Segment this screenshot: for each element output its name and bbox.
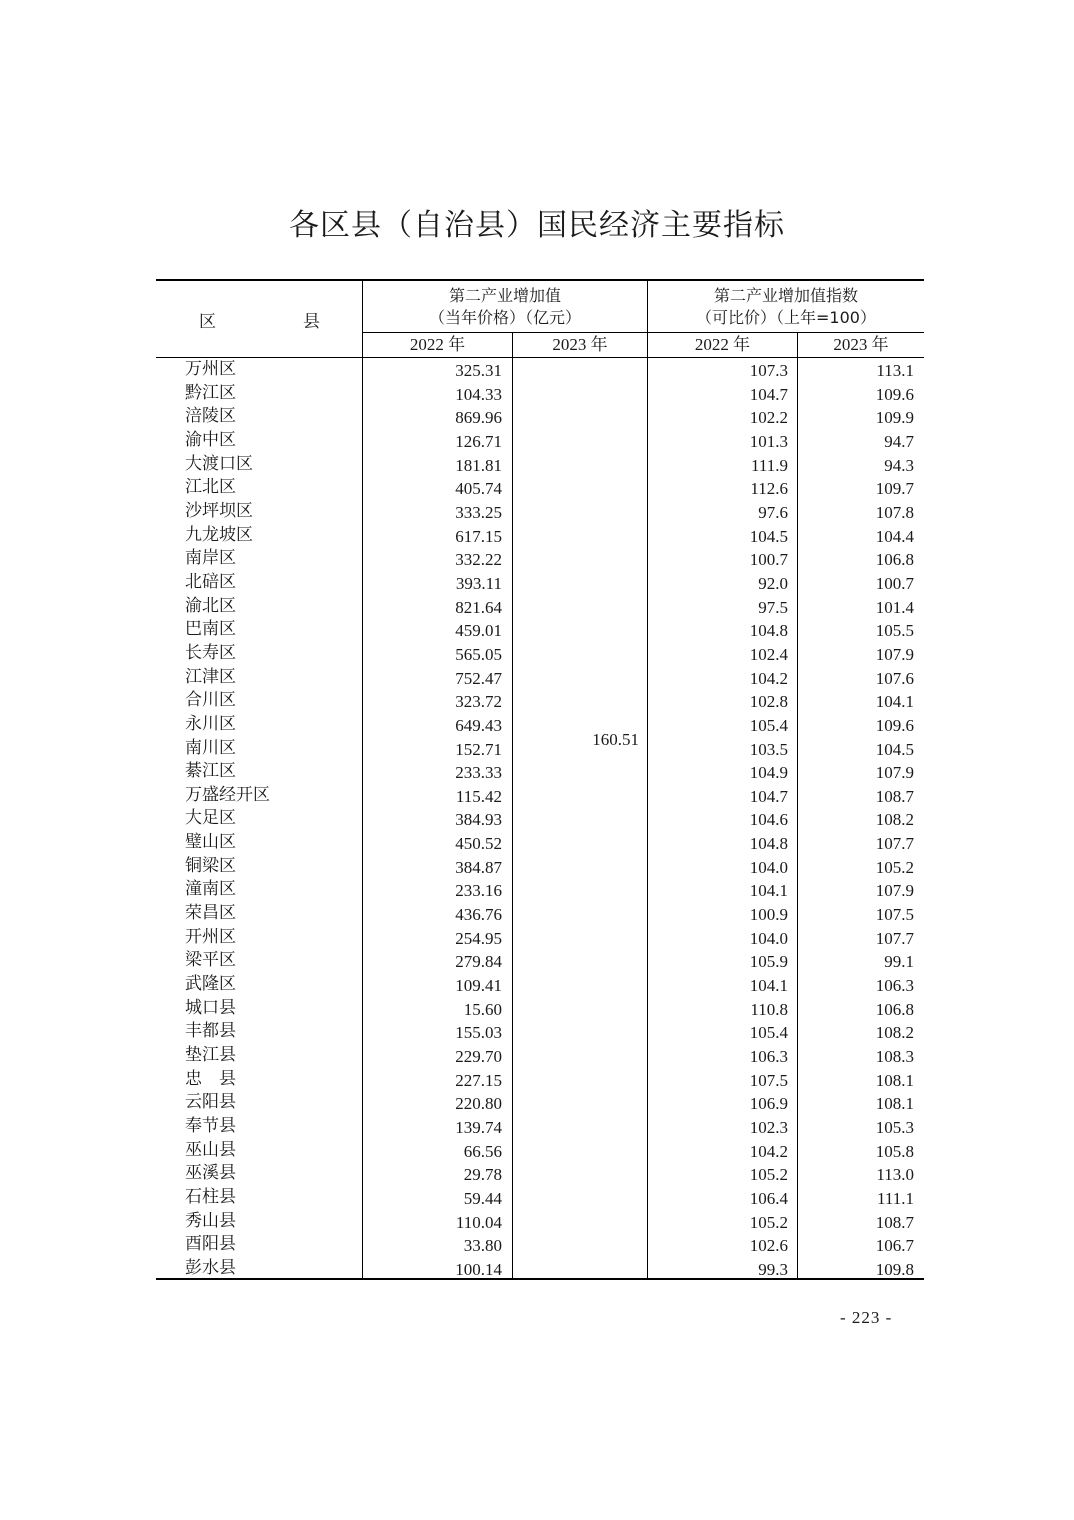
table-row (156, 1162, 924, 1186)
value-2022-cell: 393.11 (455, 573, 502, 593)
index-2023-cell: 107.9 (875, 763, 914, 783)
index-2023-cell: 109.9 (875, 408, 914, 428)
value-2022-cell: 110.04 (455, 1212, 502, 1232)
value-2022-cell: 332.22 (455, 550, 502, 570)
index-2023-cell: 106.8 (875, 550, 914, 570)
district-name-cell: 忠 县 (185, 1068, 236, 1089)
index-2023-cell: 111.1 (877, 1188, 914, 1208)
value-2022-cell: 323.72 (455, 692, 502, 712)
group-header-value-added (363, 285, 647, 329)
index-2022-cell: 105.2 (749, 1212, 788, 1232)
value-2022-cell: 233.16 (455, 881, 502, 901)
merged-2023-value-cell: 160.51 (592, 730, 639, 749)
index-2022-cell: 106.3 (749, 1047, 788, 1067)
value-2022-cell: 155.03 (455, 1023, 502, 1043)
district-header-qu: 区 (199, 312, 216, 332)
index-2023-cell: 108.7 (875, 1212, 914, 1232)
value-2022-cell: 325.31 (455, 361, 502, 380)
index-2022-cell: 100.9 (749, 905, 788, 925)
indicator-table (156, 279, 924, 1280)
table-row (156, 666, 924, 690)
value-2022-cell: 29.78 (463, 1165, 502, 1185)
index-2022-cell: 106.9 (749, 1094, 788, 1114)
year-header: 2022 年 (409, 335, 466, 354)
district-name-cell: 万盛经开区 (185, 784, 270, 805)
table-row (156, 1210, 924, 1234)
index-2023-cell: 108.2 (875, 1023, 914, 1043)
index-2023-cell: 107.9 (875, 644, 914, 664)
index-2023-cell: 106.8 (875, 999, 914, 1019)
index-2022-cell: 104.0 (749, 928, 788, 948)
district-name-cell: 开州区 (185, 926, 236, 947)
table-row (156, 618, 924, 642)
index-2023-cell: 108.3 (875, 1047, 914, 1067)
district-name-cell: 江津区 (185, 666, 236, 687)
index-2023-cell: 107.7 (875, 928, 914, 948)
table-row (156, 405, 924, 429)
district-name-cell: 南川区 (185, 737, 236, 758)
table-row (156, 949, 924, 973)
index-2023-cell: 109.6 (875, 384, 914, 404)
index-2022-cell: 104.1 (749, 881, 788, 901)
page-title: 各区县（自治县）国民经济主要指标 (289, 208, 785, 243)
index-2022-cell: 105.4 (749, 715, 788, 735)
district-name-cell: 北碚区 (185, 571, 236, 592)
table-row (156, 1020, 924, 1044)
value-2022-cell: 436.76 (455, 905, 502, 925)
value-2022-cell: 152.71 (455, 739, 502, 759)
index-2022-cell: 101.3 (749, 431, 788, 451)
table-body (156, 358, 924, 1278)
value-2022-cell: 254.95 (455, 928, 502, 948)
index-2022-cell: 100.7 (749, 550, 788, 570)
value-2022-cell: 229.70 (455, 1047, 502, 1067)
table-row (156, 642, 924, 666)
index-2022-cell: 104.6 (749, 810, 788, 830)
district-name-cell: 彭水县 (185, 1257, 236, 1278)
district-name-cell: 江北区 (185, 477, 236, 498)
group-header-unit: （当年价格）（亿元） (428, 308, 581, 327)
district-name-cell: 城口县 (185, 997, 236, 1018)
district-name-cell: 綦江区 (185, 761, 236, 782)
index-2022-cell: 102.4 (749, 644, 788, 664)
table-row (156, 476, 924, 500)
page-number: - 223 - (840, 1308, 893, 1327)
table-row (156, 429, 924, 453)
index-2023-cell: 105.2 (875, 857, 914, 877)
district-name-cell: 九龙坡区 (185, 524, 253, 545)
district-name-cell: 璧山区 (185, 832, 236, 853)
district-name-cell: 奉节县 (185, 1116, 236, 1136)
table-row (156, 926, 924, 950)
index-2022-cell: 97.5 (758, 597, 788, 617)
index-2023-cell: 107.5 (875, 905, 914, 925)
value-2022-cell: 109.41 (455, 976, 502, 996)
index-2022-cell: 102.2 (749, 408, 788, 428)
value-2022-cell: 220.80 (455, 1094, 502, 1114)
value-2022-cell: 59.44 (463, 1188, 502, 1208)
table-row (156, 902, 924, 926)
index-2022-cell: 105.9 (749, 952, 788, 972)
index-2022-cell: 92.0 (758, 573, 788, 593)
value-2022-cell: 100.14 (455, 1259, 502, 1279)
index-2023-cell: 105.5 (875, 621, 914, 641)
index-2022-cell: 107.5 (749, 1070, 788, 1090)
value-2022-cell: 617.15 (455, 526, 502, 546)
year-header: 2023 年 (833, 335, 889, 354)
value-2022-cell: 227.15 (455, 1070, 502, 1090)
district-name-cell: 潼南区 (185, 879, 236, 900)
value-2022-cell: 405.74 (455, 479, 502, 499)
index-2023-cell: 108.1 (875, 1070, 914, 1090)
index-2022-cell: 104.1 (749, 976, 788, 996)
district-name-cell: 黔江区 (185, 382, 236, 403)
district-name-cell: 武隆区 (185, 974, 236, 995)
district-name-cell: 大足区 (185, 808, 236, 829)
table-row (156, 760, 924, 784)
index-2023-cell: 105.3 (875, 1118, 914, 1137)
district-name-cell: 梁平区 (185, 950, 236, 971)
table-row (156, 382, 924, 406)
table-row (156, 1139, 924, 1163)
table-row (156, 1186, 924, 1210)
district-name-cell: 秀山县 (185, 1210, 236, 1231)
district-name-cell: 垫江县 (185, 1045, 236, 1066)
index-2023-cell: 108.1 (875, 1094, 914, 1114)
table-row (156, 689, 924, 713)
index-2022-cell: 104.8 (749, 834, 788, 854)
table-row (156, 1044, 924, 1068)
index-2023-cell: 108.2 (875, 810, 914, 830)
value-2022-cell: 459.01 (455, 621, 502, 641)
index-2022-cell: 104.0 (749, 857, 788, 877)
district-name-cell: 万州区 (185, 359, 236, 379)
index-2022-cell: 104.5 (749, 526, 788, 546)
index-2022-cell: 99.3 (758, 1259, 788, 1279)
district-name-cell: 长寿区 (185, 642, 236, 663)
value-2022-cell: 384.93 (455, 810, 502, 830)
index-2022-cell: 104.2 (749, 668, 788, 688)
district-name-cell: 大渡口区 (185, 453, 253, 474)
group-header-title: 第二产业增加值 (448, 286, 561, 305)
table-row (156, 547, 924, 571)
index-2022-cell: 104.2 (749, 1141, 788, 1161)
value-2022-cell: 104.33 (455, 384, 502, 404)
table-rows (156, 358, 924, 1281)
index-2023-cell: 113.1 (876, 361, 914, 380)
value-2022-cell: 450.52 (455, 834, 502, 854)
table-row (156, 784, 924, 808)
table-row (156, 831, 924, 855)
district-name-cell: 荣昌区 (185, 903, 236, 924)
group-header-unit: （可比价）（上年=100） (696, 308, 876, 327)
index-2023-cell: 106.7 (875, 1236, 914, 1256)
index-2023-cell: 109.6 (875, 715, 914, 735)
table-row (156, 500, 924, 524)
district-name-cell: 丰都县 (185, 1021, 236, 1042)
table-row (156, 855, 924, 879)
year-header: 2022 年 (694, 335, 751, 354)
index-2022-cell: 105.4 (749, 1023, 788, 1043)
index-2022-cell: 103.5 (749, 739, 788, 759)
index-2022-cell: 104.8 (749, 621, 788, 641)
table-row (156, 358, 924, 382)
index-2022-cell: 97.6 (758, 502, 788, 522)
district-name-cell: 涪陵区 (185, 406, 236, 427)
index-2023-cell: 104.4 (875, 526, 914, 546)
district-name-cell: 酉阳县 (185, 1234, 236, 1255)
index-2023-cell: 107.7 (875, 834, 914, 854)
table-row (156, 807, 924, 831)
index-2023-cell: 107.8 (875, 502, 914, 522)
index-2022-cell: 104.7 (749, 786, 788, 806)
table-row (156, 524, 924, 548)
value-2022-cell: 821.64 (455, 597, 502, 617)
value-2022-cell: 126.71 (455, 431, 502, 451)
district-name-cell: 巫山县 (185, 1139, 236, 1160)
index-2022-cell: 106.4 (749, 1188, 788, 1208)
table-row (156, 737, 924, 761)
table-header (156, 281, 924, 358)
index-2023-cell: 107.6 (875, 668, 914, 688)
table-row (156, 1233, 924, 1257)
district-name-cell: 铜梁区 (185, 855, 236, 876)
table-row (156, 1091, 924, 1115)
value-2022-cell: 869.96 (455, 408, 502, 428)
index-2023-cell: 94.3 (884, 455, 914, 475)
table-row (156, 1257, 924, 1281)
index-2023-cell: 106.3 (875, 976, 914, 996)
value-2022-cell: 33.80 (463, 1236, 502, 1256)
index-2022-cell: 104.7 (749, 384, 788, 404)
district-name-cell: 云阳县 (185, 1092, 236, 1113)
index-2022-cell: 111.9 (751, 455, 788, 475)
value-2022-cell: 66.56 (463, 1141, 502, 1161)
district-name-cell: 巫溪县 (185, 1163, 236, 1184)
value-2022-cell: 333.25 (455, 502, 502, 522)
value-2022-cell: 649.43 (455, 715, 502, 735)
index-2022-cell: 102.6 (749, 1236, 788, 1256)
index-2023-cell: 104.1 (875, 692, 914, 712)
value-2022-cell: 15.60 (463, 999, 502, 1019)
table-row (156, 973, 924, 997)
value-2022-cell: 139.74 (455, 1118, 502, 1137)
index-2022-cell: 112.6 (750, 479, 788, 499)
index-2023-cell: 113.0 (876, 1165, 914, 1185)
index-2022-cell: 110.8 (750, 999, 788, 1019)
district-name-cell: 石柱县 (185, 1186, 236, 1207)
district-name-cell: 南岸区 (185, 548, 236, 569)
group-header-title: 第二产业增加值指数 (713, 286, 858, 305)
index-2023-cell: 100.7 (875, 573, 914, 593)
table-row (156, 571, 924, 595)
index-2023-cell: 109.7 (875, 479, 914, 499)
table-row (156, 1115, 924, 1139)
table-row (156, 878, 924, 902)
table-row (156, 997, 924, 1021)
index-2023-cell: 108.7 (875, 786, 914, 806)
table-row (156, 453, 924, 477)
value-2022-cell: 384.87 (455, 857, 502, 877)
table-row (156, 713, 924, 737)
index-2023-cell: 105.8 (875, 1141, 914, 1161)
index-2022-cell: 105.2 (749, 1165, 788, 1185)
district-name-cell: 渝北区 (185, 595, 236, 616)
group-header-index (648, 285, 924, 329)
value-2022-cell: 279.84 (455, 952, 502, 972)
district-name-cell: 沙坪坝区 (185, 500, 253, 521)
index-2023-cell: 99.1 (884, 952, 914, 972)
index-2023-cell: 109.8 (875, 1259, 914, 1279)
year-header: 2023 年 (552, 335, 608, 354)
index-2023-cell: 104.5 (875, 739, 914, 759)
index-2022-cell: 104.9 (749, 763, 788, 783)
value-2022-cell: 752.47 (455, 668, 502, 688)
index-2022-cell: 107.3 (749, 361, 788, 380)
district-name-cell: 巴南区 (185, 619, 236, 640)
value-2022-cell: 181.81 (455, 455, 502, 475)
district-name-cell: 渝中区 (185, 429, 236, 450)
index-2023-cell: 107.9 (875, 881, 914, 901)
index-2022-cell: 102.3 (749, 1118, 788, 1137)
value-2022-cell: 233.33 (455, 763, 502, 783)
district-header-xian: 县 (303, 312, 320, 332)
district-name-cell: 永川区 (185, 713, 236, 734)
index-2023-cell: 94.7 (884, 431, 914, 451)
table-row (156, 595, 924, 619)
value-2022-cell: 565.05 (455, 644, 502, 664)
district-name-cell: 合川区 (185, 690, 236, 711)
index-2023-cell: 101.4 (875, 597, 914, 617)
value-2022-cell: 115.42 (455, 786, 502, 806)
index-2022-cell: 102.8 (749, 692, 788, 712)
table-row (156, 1068, 924, 1092)
